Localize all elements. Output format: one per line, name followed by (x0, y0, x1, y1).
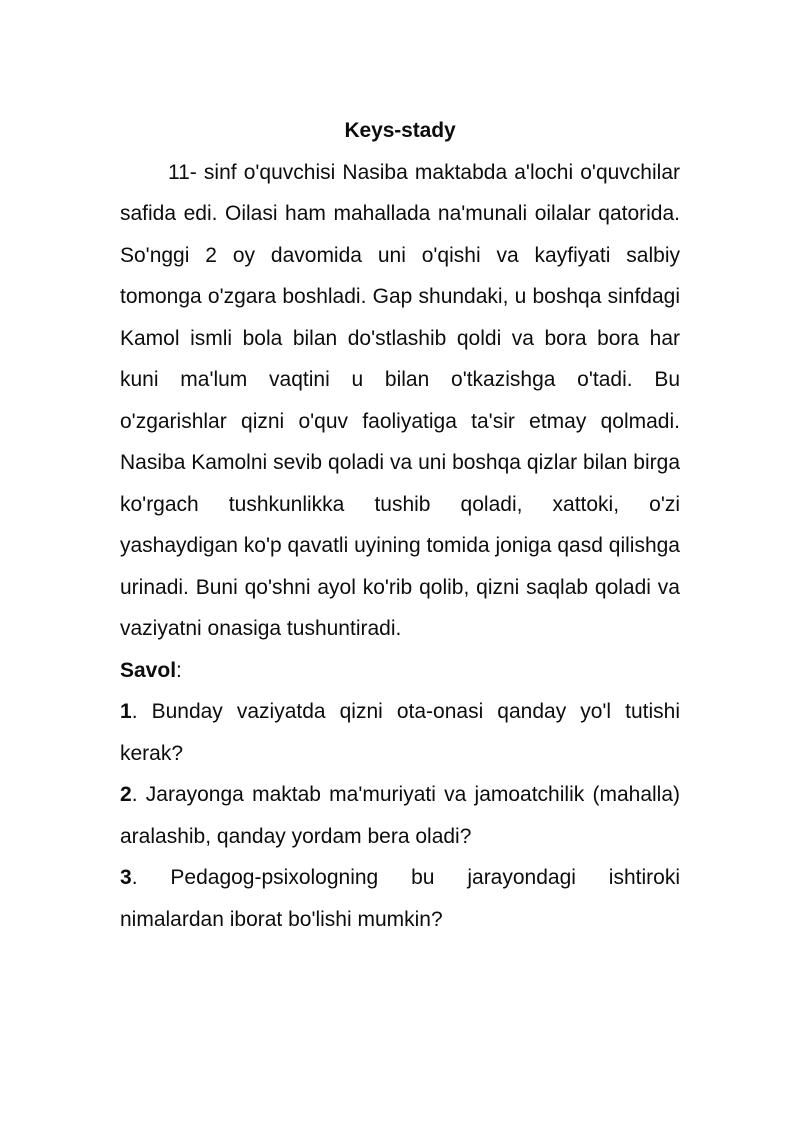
question-item (120, 857, 680, 940)
question-item (120, 691, 680, 774)
question-number: 3 (120, 866, 132, 889)
questions-heading-colon: : (176, 658, 182, 682)
question-number-suffix: . (131, 866, 138, 889)
question-number-suffix: . (131, 783, 138, 806)
question-number: 1 (120, 700, 132, 723)
question-number-suffix: . (131, 700, 138, 723)
question-text: Bunday vaziyatda qizni ota-onasi qanday yo'l tutishi kerak? (120, 700, 680, 765)
question-item (120, 774, 680, 857)
document-content (120, 110, 692, 940)
questions-heading-label: Savol (120, 658, 177, 682)
case-study-paragraph: 11- sinf o'quvchisi Nasiba maktabda a'lochi o'quvchilar safida edi. Oilasi ham mahallada na'munali oilalar qatorida. So'nggi 2 oy davomida uni o'qishi va kayfiyati salbiy tomonga o'zgara boshladi. Gap shundaki, u boshqa sinfdagi Kamol ismli bola bilan do'stlashib qoldi va bora bora har kuni ma'lum vaqtini u bilan o'tkazishga o'tadi. Bu o'zgarishlar qizni o'quv faoliyatiga ta'sir etmay qolmadi. Nasiba Kamolni sevib qoladi va uni boshqa qizlar bilan birga ko'rgach tushkunlikka tushib qoladi, xattoki, o'zi yashaydigan ko'p qavatli uyining tomida joniga qasd qilishga urinadi. Buni qo'shni ayol ko'rib qolib, qizni saqlab qoladi va vaziyatni onasiga tushuntiradi. (120, 160, 692, 640)
questions-heading (120, 650, 680, 692)
question-number: 2 (120, 783, 132, 806)
question-text: Jarayonga maktab ma'muriyati va jamoatchilik (mahalla) aralashib, qanday yordam bera oladi? (120, 783, 680, 848)
page-title: Keys-stady (344, 119, 456, 142)
question-text: Pedagog-psixologning bu jarayondagi ishtiroki nimalardan iborat bo'lishi mumkin? (120, 866, 680, 931)
